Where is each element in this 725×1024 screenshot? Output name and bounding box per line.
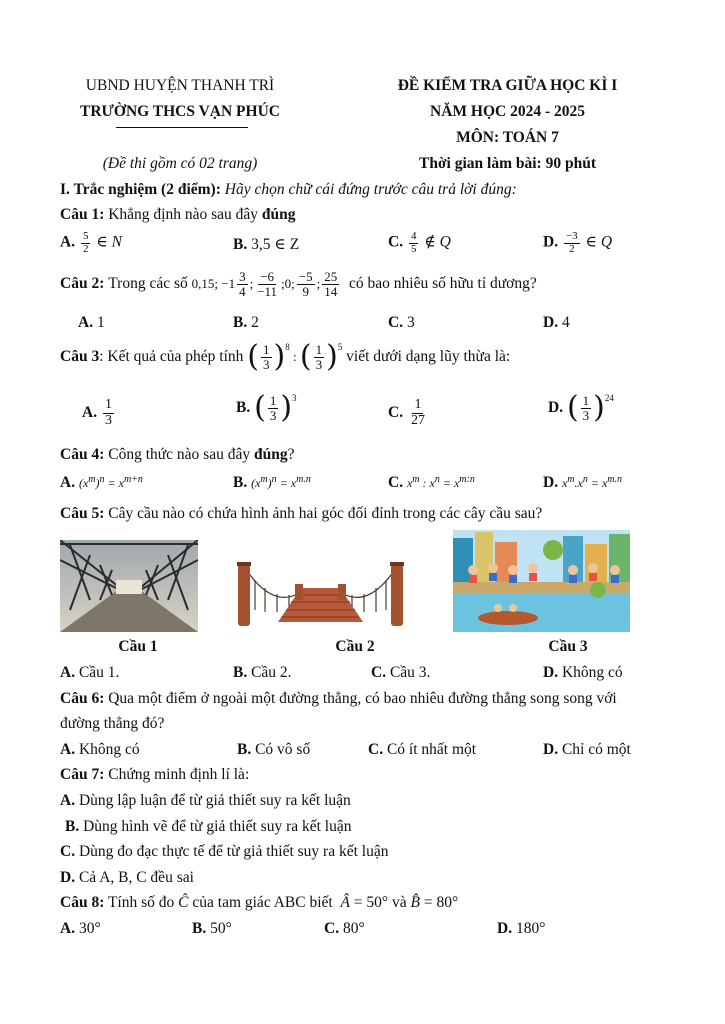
expression: ( $\frac{1}{3}$ ) 8 : ( $\frac{1}{3}$ ) 5 — [247, 339, 343, 374]
angle-b: B̂ — [410, 894, 420, 911]
question-1 — [60, 206, 296, 224]
q1-option-c[interactable]: C. $\frac{4}{5}$ ∉ Q — [388, 230, 451, 255]
q1-option-a[interactable]: A. $\frac{5}{2}$ ∈ N — [60, 230, 123, 255]
question-text: Khẳng định nào sau đây — [108, 206, 259, 223]
question-2: Câu 2: Trong các số 0,15; −1 $\frac{3}{4}$ ; $\frac{-6}{-11}$ ;0; $\frac{-5}{9}$ ; $\frac{25}{14}$ có bao nhiêu số hữu tỉ dương? — [60, 269, 537, 299]
q3-option-d[interactable]: D. ( $\frac{1}{3}$ ) 24 — [548, 390, 614, 425]
q6-option-b[interactable]: B. Có vô số — [237, 741, 311, 758]
question-label: Câu 2: — [60, 275, 105, 293]
header-underline — [116, 127, 248, 128]
q4-option-d[interactable]: D. $x^m.x^n = x^{m.n}$ — [543, 474, 623, 491]
q7-option-d[interactable]: D. Cả A, B, C đều sai — [60, 869, 194, 886]
q8-option-b[interactable]: B. 50° — [192, 920, 232, 937]
question-7: Câu 7: Chứng minh định lí là: — [60, 766, 250, 783]
section-title: I. Trắc nghiệm (2 điểm): — [60, 181, 221, 198]
number-list: 0,15; −1 $\frac{3}{4}$ ; $\frac{-6}{-11}$ ;0; $\frac{-5}{9}$ ; $\frac{25}{14}$ — [191, 269, 338, 299]
q2-option-a[interactable]: A. 1 — [78, 314, 105, 331]
question-8: Câu 8: Tính số đo Ĉ của tam giác ABC biết Â = 50° và B̂ = 80° — [60, 894, 459, 911]
section-heading — [60, 181, 517, 199]
question-4: Câu 4: Công thức nào sau đây đúng? — [60, 446, 295, 463]
school-year: NĂM HỌC 2024 - 2025 — [430, 103, 585, 120]
bridge-2-image — [233, 540, 408, 632]
subject: MÔN: TOÁN 7 — [456, 129, 559, 146]
exam-title: ĐỀ KIỂM TRA GIỮA HỌC KÌ I — [397, 77, 618, 94]
question-label: Câu 5: — [60, 505, 105, 522]
question-6-line-2: đường thẳng đó? — [60, 715, 165, 732]
q6-option-a[interactable]: A. Không có — [60, 741, 140, 758]
q8-option-d[interactable]: D. 180° — [497, 920, 546, 937]
q3-option-a[interactable]: A. $\frac{1}{3}$ — [82, 397, 112, 428]
q2-option-b[interactable]: B. 2 — [233, 314, 259, 331]
question-label: Câu 8: — [60, 894, 105, 911]
q4-option-c[interactable]: C. $x^m$ : $x^n = x^{m:n}$ — [388, 474, 475, 491]
q5-option-b[interactable]: B. Cầu 2. — [233, 664, 292, 681]
question-label: Câu 1: — [60, 206, 105, 223]
q8-option-c[interactable]: C. 80° — [324, 920, 365, 937]
angle-a: Â — [340, 894, 350, 911]
question-6: Câu 6: Qua một điểm ở ngoài một đường thẳng, có bao nhiêu đường thẳng song song với — [60, 690, 617, 707]
q6-option-c[interactable]: C. Có ít nhất một — [368, 741, 477, 758]
q8-option-a[interactable]: A. 30° — [60, 920, 101, 937]
caption-bridge-2: Cầu 2 — [335, 638, 375, 655]
fraction-neg3-2: $\frac{-3}{2}$ — [565, 230, 578, 255]
q7-option-a[interactable]: A. Dùng lập luận để từ giả thiết suy ra kết luận — [60, 792, 351, 809]
q3-option-c[interactable]: C. $\frac{1}{27}$ — [388, 397, 425, 428]
q1-option-b[interactable]: B. 3,5 ∈ Z — [233, 236, 300, 253]
q4-option-b[interactable]: B. $(x^m)^n = x^{m.n}$ — [233, 474, 311, 491]
section-instruction: Hãy chọn chữ cái đứng trước câu trả lời đúng: — [224, 181, 517, 198]
page-count-note: (Đề thi gồm có 02 trang) — [102, 155, 258, 172]
q2-option-c[interactable]: C. 3 — [388, 314, 415, 331]
bridge-3-image — [453, 530, 630, 632]
duration: Thời gian làm bài: 90 phút — [419, 155, 596, 172]
q6-option-d[interactable]: D. Chỉ có một — [543, 741, 631, 758]
q2-option-d[interactable]: D. 4 — [543, 314, 570, 331]
q4-option-a[interactable]: A. $(x^m)^n = x^{m+n}$ — [60, 474, 143, 491]
q5-option-d[interactable]: D. Không có — [543, 664, 623, 681]
q5-option-c[interactable]: C. Cầu 3. — [371, 664, 431, 681]
question-3: Câu 3 : Kết quả của phép tính ( $\frac{1}{3}$ ) 8 : ( $\frac{1}{3}$ ) 5 viết dưới dạng lũy thừa là: — [60, 339, 511, 374]
q7-option-b[interactable]: B. Dùng hình vẽ để từ giả thiết suy ra kết luận — [65, 818, 352, 835]
question-label: Câu 3 — [60, 348, 100, 365]
angle-c: Ĉ — [178, 894, 189, 911]
caption-bridge-3: Cầu 3 — [548, 638, 588, 655]
school-name: TRƯỜNG THCS VẠN PHÚC — [80, 103, 280, 120]
school-district: UBND HUYỆN THANH TRÌ — [85, 77, 275, 94]
question-emphasis: đúng — [261, 206, 296, 223]
caption-bridge-1: Cầu 1 — [118, 638, 158, 655]
q3-option-b[interactable]: B. ( $\frac{1}{3}$ ) 3 — [236, 390, 297, 425]
q7-option-c[interactable]: C. Dùng đo đạc thực tế để từ giả thiết suy ra kết luận — [60, 843, 389, 860]
q1-option-d[interactable]: D. $\frac{-3}{2}$ ∈ Q — [543, 230, 613, 255]
question-label: Câu 6: — [60, 690, 105, 707]
question-label: Câu 7: — [60, 766, 105, 783]
bridge-1-image — [60, 540, 198, 632]
fraction-4-5: $\frac{4}{5}$ — [410, 230, 417, 255]
question-label: Câu 4: — [60, 446, 105, 463]
q5-option-a[interactable]: A. Cầu 1. — [60, 664, 120, 681]
question-5: Câu 5: Cây cầu nào có chứa hình ảnh hai góc đối đỉnh trong các cây cầu sau? — [60, 505, 543, 522]
fraction-5-2: $\frac{5}{2}$ — [82, 230, 89, 255]
